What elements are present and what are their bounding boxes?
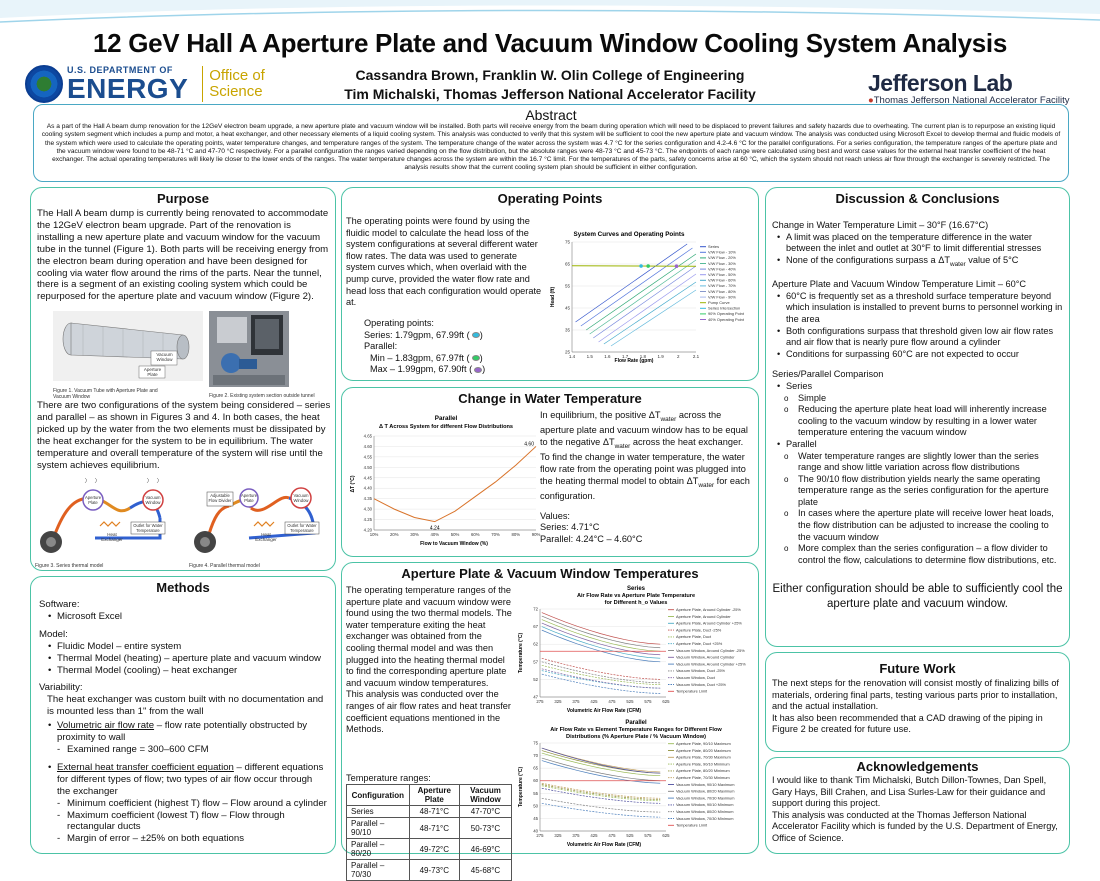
th-aperture: Aperture Plate [409, 785, 459, 806]
values-parallel: Parallel: 4.24°C – 4.60°C [540, 533, 643, 544]
abstract-heading: Abstract [525, 107, 577, 123]
table-cell: Parallel – 80/20 [347, 839, 410, 860]
var2-text: – different equations for different types of flow; two types of air flow occur through the exchanger [57, 761, 324, 797]
doe-logo-small: U.S. DEPARTMENT OF [67, 64, 173, 75]
system-curve [604, 282, 696, 344]
discussion-b2b: value of 5°C [965, 254, 1019, 265]
discussion-b3: • 60°C is frequently set as a threshold surface temperature beyond which insulation is installed to prevent burns to personnel working in the area [776, 291, 1063, 326]
change-t1s: water [660, 415, 677, 423]
legend-entry: Temperature Limit [676, 822, 708, 828]
discussion-b4: • Both configurations surpass that threshold given low air flow rates and air flow that is nearly pure flow around a cylinder [776, 326, 1063, 349]
y-tick-label: 45 [564, 305, 570, 311]
system-curves-chart [544, 226, 756, 372]
discussion-b2a: None of the configurations surpass a ΔT [786, 254, 950, 265]
chart-subtitle: Δ T Across System for different Flow Distributions [378, 424, 514, 430]
y-tick-label: 4.25 [363, 517, 372, 523]
y-tick-label: 70 [533, 753, 538, 759]
x-tick-label: 325 [554, 699, 562, 704]
x-tick-label: 525 [626, 699, 634, 704]
fig3-outlet: Outlet for Water Temperature [133, 523, 163, 533]
system-curve [576, 244, 688, 322]
fig2-caption: Figure 2. Existing system section outside tunnel [209, 393, 315, 399]
future-p1: The next steps for the renovation will consist mostly of finalizing bills of materials, ordering final parts, testing various parts prior to installation, and the actual installation. [772, 678, 1059, 712]
legend-entry: Aperture Plate, Around Cylinder +25% [676, 620, 742, 626]
temperature-series-line [542, 748, 660, 773]
acknowledgements-panel [765, 757, 1070, 854]
table-row [347, 860, 512, 881]
op-series-text: Series: 1.79gpm, 67.99ft [364, 329, 465, 340]
legend-entry: Aperture Plate, Duct [676, 634, 712, 640]
legend-entry: Vacuum Window, 80/20 Minimum [676, 809, 734, 814]
legend-entry: 40% Operating Point [708, 316, 744, 322]
variability-item-airflow [47, 720, 327, 744]
discussion-b5: • Conditions for surpassing 60°C are not expected to occur [776, 349, 1063, 361]
x-tick-label: 40% [430, 532, 440, 537]
jlab-sub: Thomas Jefferson National Accelerator Facility [873, 95, 1070, 106]
y-tick-label: 55 [564, 283, 570, 289]
discussion-b2 [776, 255, 1063, 270]
fig4-outlet: Outlet for Water Temperature [287, 523, 317, 533]
y-axis-label: Head (ft) [550, 286, 556, 308]
temperature-series-line [542, 623, 660, 655]
data-label: 4.60 [524, 441, 534, 448]
temperature-series-line [542, 803, 660, 817]
vacuum-tube-image [53, 311, 203, 381]
op-min: Min – 1.83gpm, 67.97ft ( ) [370, 352, 483, 363]
legend-entry: 90% Operating Point [708, 311, 744, 317]
var2-title: External heat transfer coefficient equation [57, 761, 234, 773]
parallel-model-diagram [189, 478, 335, 558]
x-tick-label: 2 [677, 354, 680, 359]
legend-entry: V/W Flow - 20% [708, 255, 736, 261]
aperture-text-2: This analysis was conducted over the ranges of air flow rates and heat transfer coefficient equations mentioned in the Methods. [346, 689, 511, 735]
table-header-row [347, 785, 512, 806]
legend-entry: Vacuum Window, Duct [676, 675, 715, 680]
purpose-heading: Purpose [156, 191, 209, 206]
parallel-item: o Water temperature ranges are slightly lower than the series range and show little variation across flow distributions [776, 451, 1063, 474]
table-cell: Parallel – 90/10 [347, 818, 410, 839]
doe-office-2: Science [209, 83, 263, 100]
fig4-caption: Figure 4. Parallel thermal model [189, 563, 260, 569]
jlab-dot-icon: ● [868, 95, 874, 106]
fig1-label-vw: Vacuum Window [156, 352, 173, 362]
change-t1: In equilibrium, the positive ΔT [540, 410, 661, 420]
x-tick-label: 20% [389, 532, 399, 537]
figure-1 [53, 311, 203, 400]
legend-entry: Aperture Plate, 80/20 Minimum [676, 768, 730, 774]
change-t3: across the heat exchanger. To find the change in water temperature, the water flow rate from the operating point was plugged into the heating thermal model to obtain ΔT [540, 437, 746, 486]
x-tick-label: 625 [662, 833, 670, 838]
figure-2 [209, 311, 315, 399]
x-tick-label: 50% [450, 532, 460, 537]
legend-entry: Aperture Plate, Duct -25% [676, 627, 722, 633]
op-parallel-label: Parallel: [364, 341, 398, 352]
y-tick-label: 65 [533, 765, 538, 771]
table-row [347, 839, 512, 860]
doe-office-1: Office of [209, 67, 265, 85]
legend-entry: V/W Flow - 70% [708, 283, 736, 289]
parallel-item: o More complex than the series configuration – a flow divider to control the flow, calculations to determine flow distributions, etc. [776, 543, 1063, 566]
y-axis-label: Temperature (°C) [518, 632, 524, 674]
chart-subtitle: for Different h_o Values [604, 600, 668, 606]
model-item: • Fluidic Model – entire system [47, 641, 327, 653]
delta-t-line [374, 446, 536, 521]
legend-entry: Aperture Plate, Duct +25% [676, 641, 723, 646]
values-series: Series: 4.71°C [540, 522, 600, 533]
fig4-ap: Aperture Plate [241, 493, 258, 503]
x-tick-label: 525 [626, 833, 634, 838]
x-tick-label: 475 [608, 699, 616, 704]
legend-entry: V/W Flow - 90% [708, 294, 736, 300]
temperature-series-line [542, 616, 660, 648]
series-temperature-chart [516, 583, 756, 717]
legend-entry: Vacuum Window, 70/30 Maximum [676, 795, 735, 801]
ack-heading: Acknowledgements [856, 759, 979, 774]
fig3-caption: Figure 3. Series thermal model [35, 563, 104, 569]
doe-logo [25, 64, 265, 104]
legend-entry: V/W Flow - 60% [708, 277, 736, 283]
legend-entry: Vacuum Window, 70/30 Minimum [676, 815, 734, 821]
x-tick-label: 575 [644, 833, 652, 838]
x-tick-label: 1.6 [604, 354, 611, 359]
purpose-p1: The Hall A beam dump is currently being renovated to accommodate the 12GeV electron beam upgrade. Part of the renovation is installing a new aperture plate and vacuum window for the vacuum tube in the tunnel (Figure 1). Both parts will be receiving energy from the electron beam during operation and have been designed for cooling via water flow around the rims of the parts. Near the tunnel, there is a segment of an existing cooling system which could be repurposed for the aperture plate and vacuum window (Figure 2). [37, 208, 329, 303]
series-point-icon [472, 332, 480, 338]
x-tick-label: 70% [491, 532, 500, 537]
max-point-icon [474, 367, 482, 373]
temperature-series-line [542, 613, 660, 645]
change-t2s: water [614, 442, 631, 450]
discussion-b1: • A limit was placed on the temperature difference in the water between the inlet and outlet at 30°F to limit differential stresses [776, 232, 1063, 255]
aperture-text-1: The operating temperature ranges of the aperture plate and vacuum window were found using the two thermal models. The water temperature exiting the heat exchanger was obtained from the cooling thermal model and was then plugged into the heating thermal model to find the corresponding aperture plate and vacuum window temperatures. [346, 585, 512, 688]
legend-entry: Vacuum Window, 90/10 Minimum [676, 802, 734, 808]
chart-title: Parallel [434, 415, 458, 422]
x-tick-label: 375 [572, 699, 580, 704]
y-tick-label: 4.45 [363, 475, 372, 481]
operating-text: The operating points were found by using the fluidic model to calculate the head loss of the system configurations at several different water flow rates. The data was used to generate system curves which, when overlaid with the pump curve, provided the water flow rate and head loss that each configuration would operate at. [346, 216, 542, 308]
discussion-h3: Series/Parallel Comparison [772, 369, 884, 380]
delta-t-chart [346, 412, 542, 552]
aperture-panel [341, 562, 759, 879]
parallel-item: o The 90/10 flow distribution yields nearly the same operating temperature range as the series configuration for the aperture plate [776, 474, 1063, 509]
doe-logo-big: ENERGY [67, 72, 189, 104]
var2-sub: - Maximum coefficient (lowest T) flow – Flow through rectangular ducts [47, 810, 327, 834]
parallel-item: o In cases where the aperture plate will receive lower heat loads, the flow distribution can be adjusted to increase the cooling to the vacuum window [776, 508, 1063, 543]
software-label: Software: [39, 599, 80, 610]
legend-entry: Aperture Plate, 90/10 Minimum [676, 761, 730, 767]
chart-title: Series [626, 586, 646, 592]
software-item: • Microsoft Excel [47, 611, 327, 623]
op-label: Operating points: [364, 318, 434, 328]
y-tick-label: 4.65 [363, 433, 372, 439]
model-item: • Thermal Model (cooling) – heat exchanger [47, 665, 327, 677]
change-t2: across the aperture plate and vacuum window has to be equal to the negative ΔT [540, 410, 748, 448]
doe-seal-icon [25, 65, 63, 103]
temperature-series-line [542, 758, 660, 781]
parallel-temperature-chart [516, 717, 756, 851]
legend-entry: Vacuum Window, Duct -25% [676, 668, 726, 674]
y-tick-label: 65 [564, 261, 570, 267]
var1-title: Volumetric air flow rate [57, 720, 155, 732]
table-row [347, 806, 512, 818]
x-tick-label: 1.4 [568, 354, 576, 359]
system-curve [590, 260, 696, 334]
ack-p2: This analysis was conducted at the Thomas Jefferson National Accelerator Facility which is funded by the U.S. Department of Energy, Office of Science. [772, 809, 1058, 843]
x-tick-label: 375 [572, 833, 580, 838]
x-tick-label: 1.5 [586, 354, 593, 359]
th-vacuum: Vacuum Window [459, 785, 511, 806]
x-tick-label: 2.1 [692, 354, 700, 359]
x-tick-label: 30% [410, 532, 419, 537]
parallel-label: • Parallel [776, 439, 1063, 451]
fig1-caption: Figure 1. Vacuum Tube with Aperture Plate and Vacuum Window [53, 388, 158, 400]
variability-intro: The heat exchanger was custom built with no documentation and is mounted less than 1" from the wall [47, 694, 324, 718]
y-tick-label: 45 [533, 815, 538, 821]
series-item: o Reducing the aperture plate heat load will inherently increase cooling to the vacuum window by resulting in a lower water temperature entering the vacuum window [776, 404, 1063, 439]
var1-text: – flow rate potentially obstructed by proximity to wall [57, 720, 308, 744]
op-series: Series: 1.79gpm, 67.99ft ( ) [364, 329, 483, 340]
op-max: Max – 1.99gpm, 67.90ft ( ) [370, 364, 486, 375]
existing-system-photo [209, 311, 289, 387]
series-model-diagram [35, 478, 185, 558]
y-tick-label: 4.60 [363, 443, 372, 449]
y-tick-label: 40 [533, 828, 538, 834]
legend-entry: Vacuum Window, 80/20 Maximum [676, 788, 735, 794]
table-cell: 49-72°C [409, 839, 459, 860]
legend-entry: Pump Curve [708, 300, 730, 305]
table-cell: Parallel – 70/30 [347, 860, 410, 881]
model-item: • Thermal Model (heating) – aperture plate and vacuum window [47, 653, 327, 665]
poster-title: 12 GeV Hall A Aperture Plate and Vacuum Window Cooling System Analysis [92, 28, 1008, 58]
y-axis-label: Temperature (°C) [518, 766, 524, 808]
change-temp-panel [341, 387, 759, 557]
jlab-name: Jefferson Lab [868, 70, 1013, 96]
future-p2: It has also been recommended that a CAD drawing of the piping in Figure 2 be created for future use. [772, 712, 1043, 735]
future-work-panel [765, 652, 1070, 752]
legend-entry: Temperature Limit [676, 688, 708, 694]
var1-sub: - Examined range = 300–600 CFM [47, 744, 327, 756]
figure-4 [189, 478, 335, 568]
y-tick-label: 4.40 [363, 485, 372, 491]
future-heading: Future Work [879, 661, 956, 676]
var2-sub: - Margin of error – ±25% on both equations [47, 833, 327, 845]
y-tick-label: 4.20 [363, 527, 372, 533]
legend-entry: V/W Flow - 40% [708, 266, 736, 272]
legend-entry: Aperture Plate, 70/30 Maximum [676, 754, 731, 760]
table-label: Temperature ranges: [346, 773, 431, 783]
y-tick-label: 4.55 [363, 454, 372, 460]
operating-point [639, 264, 643, 268]
temperature-series-line [542, 783, 660, 798]
legend-entry: Aperture Plate, 90/10 Maximum [676, 741, 731, 746]
table-cell: 47-70°C [459, 806, 511, 818]
fig4-hx: Heat Exchanger [255, 532, 277, 542]
x-tick-label: 10% [369, 532, 379, 537]
system-curve [593, 266, 696, 338]
op-max-text: Max – 1.99gpm, 67.90ft [370, 364, 467, 375]
fig3-vw: Vacuum Window [145, 495, 161, 505]
ack-p1: I would like to thank Tim Michalski, Butch Dillon-Townes, Dan Spell, Gary Hays, Bill Crahen, and Lisa Surles-Law for their guidance and support during this project. [772, 775, 1047, 809]
operating-heading: Operating Points [497, 191, 603, 206]
chart-subtitle: Distributions (% Aperture Plate / % Vacuum Window) [566, 734, 706, 740]
y-tick-label: 47 [533, 694, 538, 700]
y-tick-label: 75 [533, 740, 538, 746]
discussion-heading: Discussion & Conclusions [835, 191, 1000, 206]
x-tick-label: 625 [662, 699, 670, 704]
purpose-p2: There are two configurations of the system being considered – series and parallel – as shown in Figures 3 and 4. In both cases, the heat picked up by the water from the two elements must be dissipated by the heat exchanger for the system to be in equilibrium. The water temperature and overall temperature of the system will rise until the system achieves equilibrium. [37, 400, 331, 471]
x-tick-label: 90% [531, 532, 541, 537]
series-item: o Simple [776, 393, 1063, 405]
author-2: Tim Michalski, Thomas Jefferson National Accelerator Facility [344, 86, 756, 102]
legend-entry: V/W Flow - 30% [708, 260, 736, 266]
x-tick-label: 425 [590, 833, 598, 838]
methods-heading: Methods [156, 580, 210, 595]
fig3-ap: Aperture Plate [85, 495, 102, 505]
temperature-series-line [542, 620, 660, 652]
change-heading: Change in Water Temperature [458, 391, 642, 406]
data-label: 4.24 [429, 525, 440, 532]
table-cell: 50-73°C [459, 818, 511, 839]
legend-entry: Vacuum Window, Around Cylinder -25% [676, 647, 745, 653]
y-axis-label: ΔT (°C) [350, 475, 356, 493]
y-tick-label: 55 [533, 790, 538, 796]
jlab-logo [868, 70, 1069, 106]
x-tick-label: 275 [536, 833, 544, 838]
y-tick-label: 4.35 [363, 496, 372, 502]
x-tick-label: 1.8 [639, 354, 646, 359]
x-axis-label: Volumetric Air Flow Rate (CFM) [566, 708, 642, 714]
abstract-text: As a part of the Hall A beam dump renovation for the 12GeV electron beam upgrade, a new aperture plate and vacuum window will be installed. Both parts will receive energy from the beam during operation which will need to be displaced to prevent failures and safety hazards due to overheating. The current plan is to repurpose an existing liquid cooling system segment which includes a pump and motor, a heat exchanger, and other necessary elements of a liquid cooling system. This analysis was conducted to verify that this system will be sufficient to cool the new aperture plate and vacuum window. The analysis was conducted using Microsoft Excel to develop thermal and fluidic models of the system which were used to calculate the operating points, water temperature changes, and temperature ranges of the system. The temperature change of the water across the system was 4.7 °C for the series configuration and 4.2-4.6 °C for the parallel configurations. For a series configuration, the temperature ranges of the aperture plate and the vacuum window were found to be 48-71 °C and 47-70 °C respectively. For a parallel configuration the ranges varied depending on the flow distribution, but the absolute ranges were 48-73 °C and 45-73 °C. The endpoints of each range were calculated using best and worst case values for the external heat transfer coefficient of the heat exchanger. The actual operating temperatures will likely lie closer to the lower ends of the ranges. The water temperature changes across the system are within the 16.7 °C limit. For the temperatures of the parts, safety concerns arise at 60 °C, which the system should not reach unless air flow through the exchanger is severely restricted. The analysis results show that the current cooling system plan should be sufficient in either configuration. [41, 123, 1061, 172]
table-cell: 45-68°C [459, 860, 511, 881]
table-cell: 49-73°C [409, 860, 459, 881]
th-configuration: Configuration [347, 785, 410, 806]
change-t3s: water [698, 481, 715, 489]
aperture-heading: Aperture Plate & Vacuum Window Temperatures [401, 566, 699, 581]
abstract-panel [33, 104, 1069, 182]
y-tick-label: 52 [533, 676, 538, 682]
operating-point [646, 264, 650, 268]
chart-subtitle: Air Flow Rate vs Aperture Plate Temperature [576, 593, 696, 599]
legend-entry: Series [708, 244, 720, 249]
legend-entry: V/W Flow - 50% [708, 272, 736, 277]
change-text [540, 410, 754, 503]
y-tick-label: 62 [533, 641, 538, 647]
x-axis-label: Flow Rate (gpm) [614, 358, 654, 364]
x-tick-label: 575 [644, 699, 652, 704]
fig4-divider: Adjustable Flow Divider [208, 493, 232, 503]
temperature-series-line [542, 798, 660, 812]
legend-entry: Aperture Plate, Around Cylinder [676, 613, 731, 619]
temperature-series-line [542, 788, 660, 803]
system-curve [581, 248, 693, 326]
x-tick-label: 275 [536, 699, 544, 704]
figure-3 [35, 478, 185, 568]
y-tick-label: 57 [533, 659, 538, 665]
chart-subtitle: Air Flow Rate vs Element Temperature Ranges for Different Flow [550, 727, 722, 733]
op-min-text: Min – 1.83gpm, 67.97ft [370, 352, 464, 363]
x-tick-label: 425 [590, 699, 598, 704]
table-cell: Series [347, 806, 410, 818]
table-cell: 48-71°C [409, 818, 459, 839]
y-tick-label: 72 [533, 606, 538, 612]
methods-panel [30, 576, 336, 854]
conclusion-text: Either configuration should be able to sufficiently cool the aperture plate and vacuum window. [772, 583, 1063, 611]
change-t4: for each configuration. [540, 475, 750, 502]
variability-label: Variability: [39, 682, 83, 694]
x-tick-label: 1.7 [622, 354, 629, 359]
y-tick-label: 50 [533, 803, 538, 809]
author-1: Cassandra Brown, Franklin W. Olin College of Engineering [355, 67, 745, 83]
system-curve [611, 290, 696, 346]
y-tick-label: 35 [564, 327, 570, 333]
authors [300, 66, 800, 104]
legend-entry: Aperture Plate, 70/30 Minimum [676, 775, 730, 780]
x-tick-label: 60% [470, 532, 480, 537]
table-row [347, 818, 512, 839]
discussion-panel [765, 187, 1070, 647]
y-tick-label: 75 [564, 239, 570, 245]
values-label: Values: [540, 510, 570, 521]
temperature-ranges-table [346, 784, 512, 881]
x-tick-label: 80% [511, 532, 521, 537]
table-cell: 48-71°C [409, 806, 459, 818]
x-tick-label: 475 [608, 833, 616, 838]
y-tick-label: 25 [564, 349, 570, 355]
header-swoosh [0, 0, 1100, 30]
variability-item-coefficient [47, 762, 327, 798]
legend-entry: V/W Flow - 10% [708, 249, 736, 255]
y-tick-label: 4.50 [363, 464, 372, 470]
fig3-hx: Heat Exchanger [101, 532, 123, 542]
purpose-panel [30, 187, 336, 571]
legend-entry: Vacuum Window, Duct +25% [676, 681, 726, 687]
fig4-vw: Vacuum Window [293, 493, 309, 503]
legend-entry: Vacuum Window, 90/10 Maximum [676, 781, 735, 787]
discussion-h2: Aperture Plate and Vacuum Window Temperature Limit – 60°C [772, 279, 1027, 290]
legend-entry: V/W Flow - 80% [708, 288, 736, 294]
x-axis-label: Volumetric Air Flow Rate (CFM) [566, 842, 642, 848]
series-label: • Series [776, 381, 1063, 393]
operating-point [675, 264, 679, 268]
fig1-label-ap: Aperture Plate [143, 367, 162, 377]
legend-entry: Vacuum Window, Around Cylinder [676, 654, 735, 660]
table-cell: 46-69°C [459, 839, 511, 860]
min-point-icon [472, 355, 480, 361]
temperature-series-line [542, 784, 660, 799]
x-tick-label: 1.9 [657, 354, 664, 359]
y-tick-label: 67 [533, 624, 538, 630]
x-tick-label: 325 [554, 833, 562, 838]
legend-entry: Vacuum Window, Around Cylinder +25% [676, 661, 746, 667]
chart-title: Parallel [625, 720, 647, 726]
discussion-h1: Change in Water Temperature Limit – 30°F (16.67°C) [772, 220, 989, 230]
chart-title: System Curves and Operating Points [573, 231, 685, 238]
x-axis-label: Flow to Vacuum Window (%) [420, 541, 488, 547]
var2-sub: - Minimum coefficient (highest T) flow – Flow around a cylinder [47, 798, 327, 810]
legend-entry: Series Intersection [708, 305, 741, 311]
discussion-b2s: water [949, 260, 966, 268]
operating-points-panel [341, 187, 759, 381]
legend-entry: Aperture Plate, Around Cylinder -25% [676, 607, 741, 612]
model-label: Model: [39, 628, 68, 640]
legend-entry: Aperture Plate, 80/20 Maximum [676, 747, 731, 753]
y-tick-label: 60 [533, 778, 538, 784]
y-tick-label: 4.30 [363, 506, 372, 512]
